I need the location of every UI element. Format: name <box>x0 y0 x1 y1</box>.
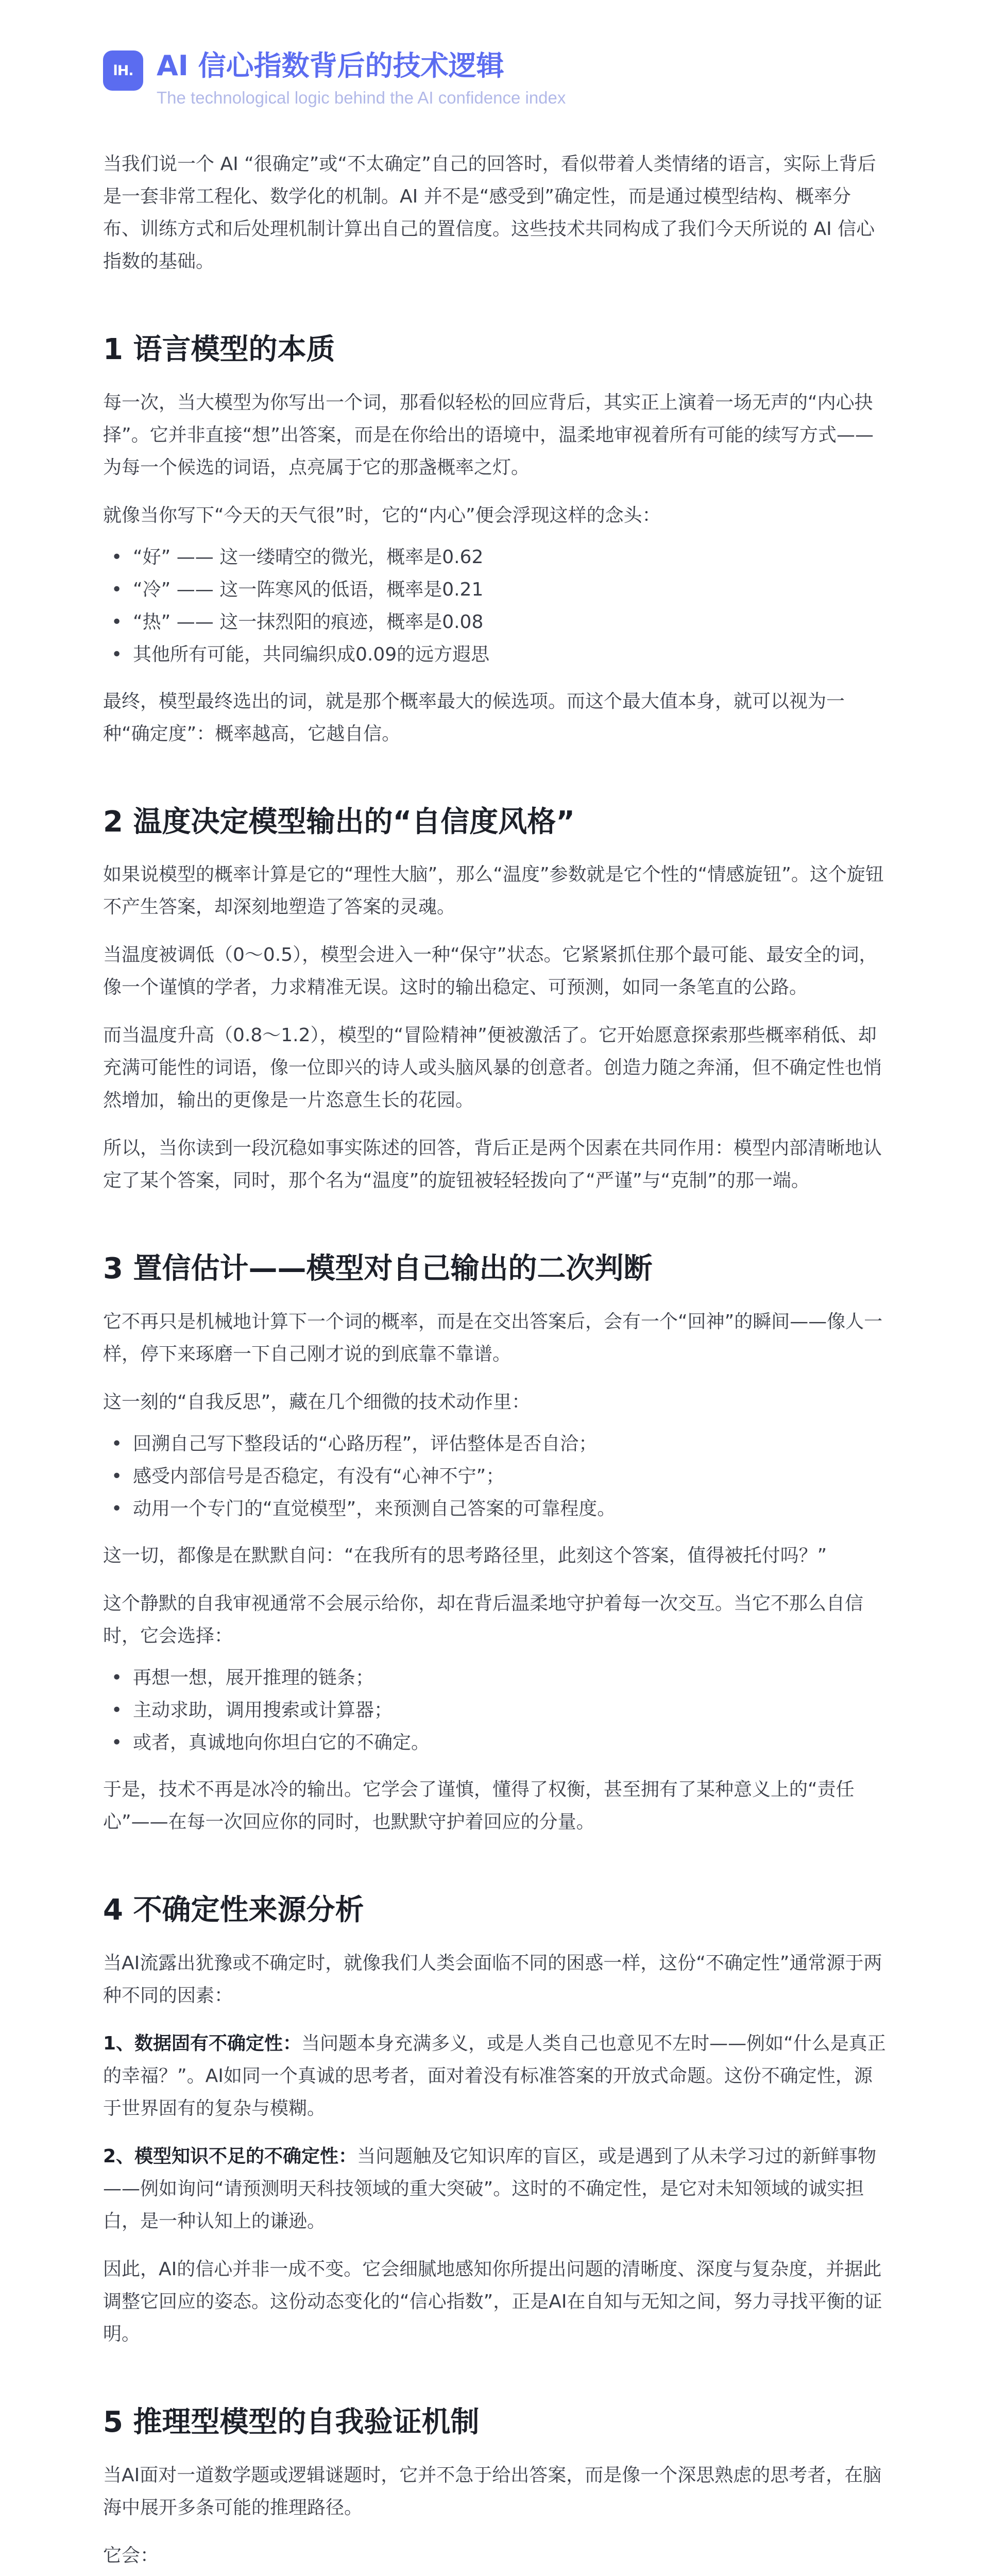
article-header <box>103 49 886 108</box>
section-3-paragraph: 这一刻的“自我反思”，藏在几个细微的技术动作里： <box>103 1392 531 1413</box>
section-1-heading: 1 语言模型的本质 <box>103 332 335 366</box>
section-4-paragraph: 当AI流露出犹豫或不确定时，就像我们人类会面临不同的困惑一样，这份“不确定性”通常源于两种不同的因素： <box>103 1952 882 2006</box>
section-4-paragraph <box>103 2027 886 2125</box>
section-3-paragraph: 这个静默的自我审视通常不会展示给你，却在背后温柔地守护着每一次交互。当它不那么自信时，它会选择： <box>103 1593 864 1647</box>
section-5-paragraph: 当AI面对一道数学题或逻辑谜题时，它并不急于给出答案，而是像一个深思熟虑的思考者，在脑海中展开多条可能的推理路径。 <box>103 2464 882 2518</box>
section-1-paragraph: 就像当你写下“今天的天气很”时，它的“内心”便会浮现这样的念头： <box>103 504 661 526</box>
section-3-paragraph: 它不再只是机械地计算下一个词的概率，而是在交出答案后，会有一个“回神”的瞬间——像人一样，停下来琢磨一下自己刚才说的到底靠不靠谱。 <box>103 1311 883 1365</box>
list-item: • 其他所有可能，共同编织成0.09的远方遐思 <box>103 638 886 671</box>
list-item: • 再想一想，展开推理的链条； <box>103 1662 886 1694</box>
section-1-list <box>103 541 886 671</box>
list-item: • 感受内部信号是否稳定，有没有“心神不宁”； <box>103 1460 886 1493</box>
section-4-paragraph: 因此，AI的信心并非一成不变。它会细腻地感知你所提出问题的清晰度、深度与复杂度，并据此调整它回应的姿态。这份动态变化的“信心指数”，正是AI在自知与无知之间，努力寻找平衡的证明。 <box>103 2258 882 2345</box>
brand-logo: lH. <box>103 50 143 91</box>
section-2-paragraph: 所以，当你读到一段沉稳如事实陈述的回答，背后正是两个因素在共同作用：模型内部清晰地认定了某个答案，同时，那个名为“温度”的旋钮被轻轻拨向了“严谨”与“克制”的那一端。 <box>103 1138 882 1192</box>
section-2-paragraph: 而当温度升高（0.8～1.2），模型的“冒险精神”便被激活了。它开始愿意探索那些概率稍低、却充满可能性的词语，像一位即兴的诗人或头脑风暴的创意者。创造力随之奔涌，但不确定性也悄然增加，输出的更像是一片恣意生长的花园。 <box>103 1025 882 1111</box>
list-item: • “热” —— 这一抹烈阳的痕迹，概率是0.08 <box>103 606 886 638</box>
intro-paragraph: 当我们说一个 AI “很确定”或“不太确定”自己的回答时，看似带着人类情绪的语言，实际上背后是一套非常工程化、数学化的机制。AI 并不是“感受到”确定性，而是通过模型结构、概率分布、训练方式和后处理机制计算出自己的置信度。这些技术共同构成了我们今天所说的 AI 信心指数的基础。 <box>103 153 876 272</box>
page-subtitle: The technological logic behind the AI confidence index <box>157 88 566 107</box>
section-3-paragraph: 这一切，都像是在默默自问：“在我所有的思考路径里，此刻这个答案，值得被托付吗？” <box>103 1545 827 1567</box>
list-item: • 主动求助，调用搜索或计算器； <box>103 1694 886 1726</box>
list-item: • “冷” —— 这一阵寒风的低语，概率是0.21 <box>103 573 886 606</box>
list-item: • “好” —— 这一缕晴空的微光，概率是0.62 <box>103 541 886 573</box>
section-2-paragraph: 当温度被调低（0～0.5），模型会进入一种“保守”状态。它紧紧抓住那个最可能、最安全的词，像一个谨慎的学者，力求精准无误。这时的输出稳定、可预测，如同一条笔直的公路。 <box>103 944 878 998</box>
section-3-heading: 3 置信估计——模型对自己输出的二次判断 <box>103 1252 653 1286</box>
section-2-paragraph: 如果说模型的概率计算是它的“理性大脑”，那么“温度”参数就是它个性的“情感旋钮”。这个旋钮不产生答案，却深刻地塑造了答案的灵魂。 <box>103 864 884 918</box>
model-uncertainty-label: 2、模型知识不足的不确定性： <box>103 2145 357 2167</box>
list-item: • 或者，真诚地向你坦白它的不确定。 <box>103 1726 886 1759</box>
section-1-paragraph: 每一次，当大模型为你写出一个词，那看似轻松的回应背后，其实正上演着一场无声的“内心抉择”。它并非直接“想”出答案，而是在你给出的语境中，温柔地审视着所有可能的续写方式——为每一个候选的词语，点亮属于它的那盏概率之灯。 <box>103 392 874 478</box>
section-4-paragraph <box>103 2140 886 2238</box>
section-5-paragraph: 它会： <box>103 2545 159 2566</box>
model-uncertainty-text: 当问题触及它知识库的盲区，或是遇到了从未学习过的新鲜事物——例如询问“请预测明天科技领域的重大突破”。这时的不确定性，是它对未知领域的诚实担白，是一种认知上的谦逊。 <box>103 2145 877 2232</box>
list-item: • 动用一个专门的“直觉模型”，来预测自己答案的可靠程度。 <box>103 1493 886 1525</box>
list-item: • 回溯自己写下整段话的“心路历程”，评估整体是否自洽； <box>103 1428 886 1460</box>
section-3-list-2 <box>103 1662 886 1759</box>
section-1-paragraph: 最终，模型最终选出的词，就是那个概率最大的候选项。而这个最大值本身，就可以视为一种“确定度”：概率越高，它越自信。 <box>103 690 845 744</box>
section-4-heading: 4 不确定性来源分析 <box>103 1893 364 1927</box>
page-title: AI 信心指数背后的技术逻辑 <box>157 49 504 82</box>
data-uncertainty-label: 1、数据固有不确定性： <box>103 2032 302 2054</box>
section-3-paragraph: 于是，技术不再是冰冷的输出。它学会了谨慎，懂得了权衡，甚至拥有了某种意义上的“责任心”——在每一次回应你的同时，也默默守护着回应的分量。 <box>103 1779 855 1833</box>
data-uncertainty-text: 当问题本身充满多义，或是人类自己也意见不左时——例如“什么是真正的幸福？”。AI如同一个真诚的思考者，面对着没有标准答案的开放式命题。这份不确定性，源于世界固有的复杂与模糊。 <box>103 2032 886 2119</box>
section-3-list-1 <box>103 1428 886 1525</box>
section-5-heading: 5 推理型模型的自我验证机制 <box>103 2405 480 2439</box>
title-block <box>157 49 566 108</box>
section-2-heading: 2 温度决定模型输出的“自信度风格” <box>103 805 575 839</box>
